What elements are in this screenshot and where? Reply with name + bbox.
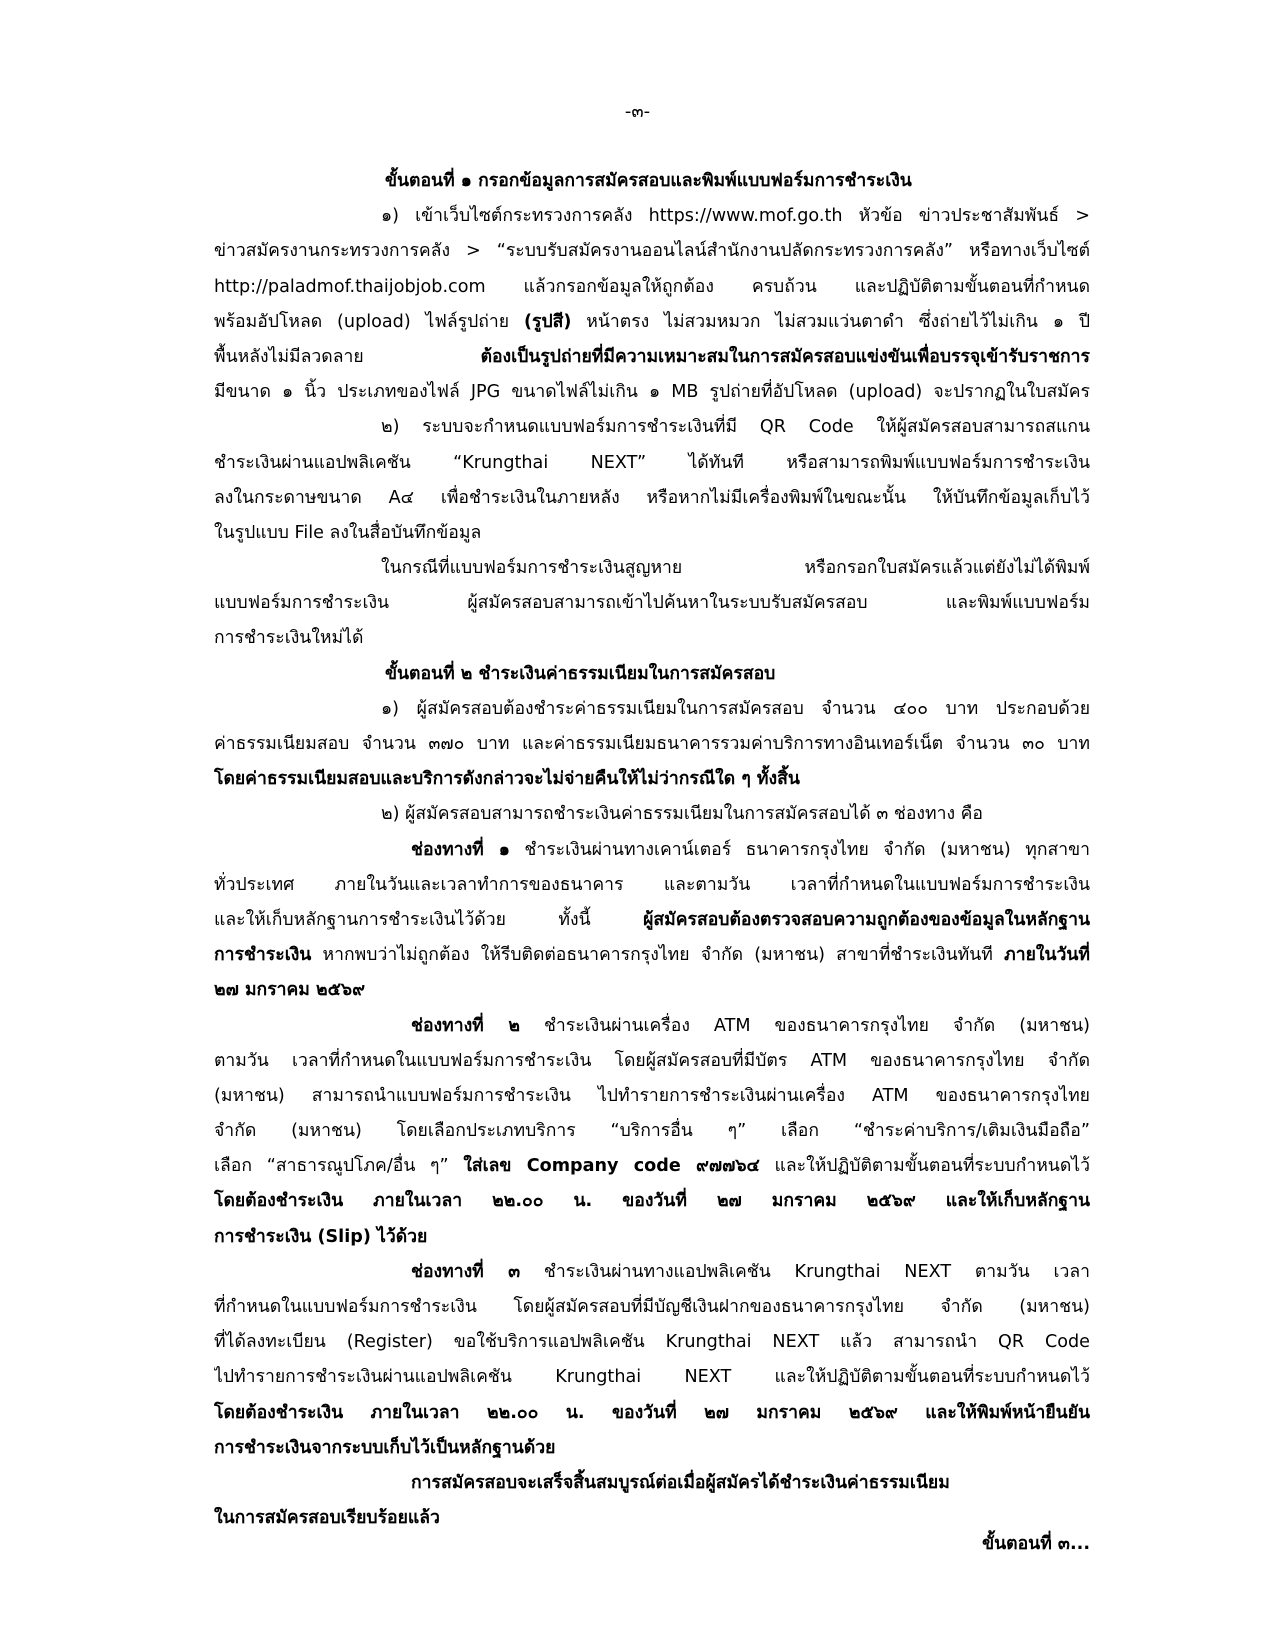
company-code: ใส่เลข Company code ๙๗๗๖๔ [463, 1156, 760, 1177]
step1-note-line2: แบบฟอร์มการชำระเงิน ผู้สมัครสอบสามารถเข้าไปค้นหาในระบบรับสมัครสอบ และพิมพ์แบบฟอร์ม [214, 593, 1090, 614]
step2-item1-line1: ๑) ผู้สมัครสอบต้องชำระค่าธรรมเนียมในการสมัครสอบ จำนวน ๔๐๐ บาท ประกอบด้วย [381, 698, 1090, 719]
bold-text: ผู้สมัครสอบต้องตรวจสอบความถูกต้องของข้อมูลในหลักฐาน [643, 909, 1090, 930]
bold-text: ต้องเป็นรูปถ่ายที่มีความเหมาะสมในการสมัครสอบแข่งขันเพื่อบรรจุเข้ารับราชการ [480, 346, 1090, 367]
step1-item2-line3: ลงในกระดาษขนาด A๔ เพื่อชำระเงินในภายหลัง หรือหากไม่มีเครื่องพิมพ์ในขณะนั้น ให้บันทึกข้อมูลเก็บไว้ [214, 487, 1090, 508]
bold-text: การชำระเงิน [214, 945, 312, 966]
channel3-line5: โดยต้องชำระเงิน ภายในเวลา ๒๒.๐๐ น. ของวันที่ ๒๗ มกราคม ๒๕๖๙ และให้พิมพ์หน้ายืนยัน [214, 1402, 1090, 1423]
step1-note-line1: ในกรณีที่แบบฟอร์มการชำระเงินสูญหาย หรือกรอกใบสมัครแล้วแต่ยังไม่ได้พิมพ์ [381, 558, 1090, 579]
step2-heading: ขั้นตอนที่ ๒ ชำระเงินค่าธรรมเนียมในการสมัครสอบ [385, 663, 776, 684]
completion-line1: การสมัครสอบจะเสร็จสิ้นสมบูรณ์ต่อเมื่อผู้สมัครได้ชำระเงินค่าธรรมเนียม [411, 1472, 950, 1493]
channel2-line5 [214, 1149, 1090, 1184]
step2-item2: ๒) ผู้สมัครสอบสามารถชำระเงินค่าธรรมเนียมในการสมัครสอบได้ ๓ ช่องทาง คือ [381, 804, 983, 825]
step1-item1-line3: http://paladmof.thaijobjob.com แล้วกรอกข้อมูลให้ถูกต้อง ครบถ้วน และปฏิบัติตามขั้นตอนที่กำหนด [214, 276, 1090, 297]
channel2-line2: ตามวัน เวลาที่กำหนดในแบบฟอร์มการชำระเงิน โดยผู้สมัครสอบที่มีบัตร ATM ของธนาคารกรุงไทย จำกัด [214, 1050, 1090, 1071]
channel1-line3 [214, 903, 1090, 938]
channel3-line6: การชำระเงินจากระบบเก็บไว้เป็นหลักฐานด้วย [214, 1437, 556, 1458]
step1-item1-line4 [214, 305, 1090, 340]
channel3-line2: ที่กำหนดในแบบฟอร์มการชำระเงิน โดยผู้สมัครสอบที่มีบัญชีเงินฝากของธนาคารกรุงไทย จำกัด (มหาชน) [214, 1297, 1090, 1317]
text: หน้าตรง ไม่สวมหมวก ไม่สวมแว่นตาดำ ซึ่งถ่ายไว้ไม่เกิน ๑ ปี [586, 311, 1090, 332]
text: พื้นหลังไม่มีลวดลาย [214, 346, 364, 367]
step1-item1-line5 [214, 340, 1090, 375]
next-step-label: ขั้นตอนที่ ๓... [982, 1534, 1090, 1554]
text: ชำระเงินผ่านเครื่อง ATM ของธนาคารกรุงไทย จำกัด (มหาชน) [543, 1015, 1090, 1036]
bold-text: ภายในวันที่ [1004, 945, 1090, 966]
channel1-line2: ทั่วประเทศ ภายในวันและเวลาทำการของธนาคาร และตามวัน เวลาที่กำหนดในแบบฟอร์มการชำระเงิน [214, 874, 1090, 895]
channel3-line3: ที่ได้ลงทะเบียน (Register) ขอใช้บริการแอปพลิเคชัน Krungthai NEXT แล้ว สามารถนำ QR Code [214, 1332, 1090, 1353]
text: ชำระเงินผ่านทางแอปพลิเคชัน Krungthai NEXT ตามวัน เวลา [543, 1261, 1090, 1282]
text: และให้ปฏิบัติตามขั้นตอนที่ระบบกำหนดไว้ [774, 1156, 1090, 1177]
channel1-label: ช่องทางที่ ๑ [411, 839, 510, 860]
document-body [214, 164, 1090, 1536]
channel2-line4: จำกัด (มหาชน) โดยเลือกประเภทบริการ “บริการอื่น ๆ” เลือก “ชำระค่าบริการ/เติมเงินมือถือ” [214, 1121, 1090, 1142]
step1-item2-line4: ในรูปแบบ File ลงในสื่อบันทึกข้อมูล [214, 522, 482, 543]
step1-heading: ขั้นตอนที่ ๑ กรอกข้อมูลการสมัครสอบและพิมพ์แบบฟอร์มการชำระเงิน [385, 171, 912, 191]
channel1-line4 [214, 938, 1090, 973]
page-number: -๓- [624, 101, 651, 122]
step1-item1-line6: มีขนาด ๑ นิ้ว ประเภทของไฟล์ JPG ขนาดไฟล์ไม่เกิน ๑ MB รูปถ่ายที่อัปโหลด (upload) จะปรากฏในใบสมัคร [214, 382, 1090, 403]
text: เลือก “สาธารณูปโภค/อื่น ๆ” [214, 1156, 449, 1177]
channel3-line1 [214, 1255, 1090, 1290]
channel3-label: ช่องทางที่ ๓ [411, 1261, 521, 1282]
bold-text: (รูปสี) [523, 311, 572, 332]
step1-item2-line1: ๒) ระบบจะกำหนดแบบฟอร์มการชำระเงินที่มี QR Code ให้ผู้สมัครสอบสามารถสแกน [381, 417, 1090, 438]
channel2-line6: โดยต้องชำระเงิน ภายในเวลา ๒๒.๐๐ น. ของวันที่ ๒๗ มกราคม ๒๕๖๙ และให้เก็บหลักฐาน [214, 1191, 1090, 1212]
channel2-line1 [214, 1009, 1090, 1044]
channel3-line4: ไปทำรายการชำระเงินผ่านแอปพลิเคชัน Krungthai NEXT และให้ปฏิบัติตามขั้นตอนที่ระบบกำหนดไว้ [214, 1367, 1090, 1388]
step1-item2-line2: ชำระเงินผ่านแอปพลิเคชัน “Krungthai NEXT” ได้ทันที หรือสามารถพิมพ์แบบฟอร์มการชำระเงิน [214, 452, 1090, 473]
channel1-line5: ๒๗ มกราคม ๒๕๖๙ [214, 980, 365, 1001]
text: พร้อมอัปโหลด (upload) ไฟล์รูปถ่าย [214, 311, 510, 332]
text: ชำระเงินผ่านทางเคาน์เตอร์ ธนาคารกรุงไทย จำกัด (มหาชน) ทุกสาขา [524, 839, 1090, 860]
channel2-line7: การชำระเงิน (Slip) ไว้ด้วย [214, 1226, 428, 1247]
text: และให้เก็บหลักฐานการชำระเงินไว้ด้วย ทั้งนี้ [214, 909, 591, 930]
step2-item1-line3: โดยค่าธรรมเนียมสอบและบริการดังกล่าวจะไม่จ่ายคืนให้ไม่ว่ากรณีใด ๆ ทั้งสิ้น [214, 769, 800, 790]
text: หากพบว่าไม่ถูกต้อง ให้รีบติดต่อธนาคารกรุงไทย จำกัด (มหาชน) สาขาที่ชำระเงินทันที [322, 945, 993, 966]
channel2-line3: (มหาชน) สามารถนำแบบฟอร์มการชำระเงิน ไปทำรายการชำระเงินผ่านเครื่อง ATM ของธนาคารกรุงไทย [214, 1085, 1090, 1106]
channel1-line1 [214, 833, 1090, 868]
step1-note-line3: การชำระเงินใหม่ได้ [214, 628, 364, 649]
channel2-label: ช่องทางที่ ๒ [411, 1015, 520, 1036]
step1-item1-line2: ข่าวสมัครงานกระทรวงการคลัง > “ระบบรับสมัครงานออนไลน์สำนักงานปลัดกระทรวงการคลัง” หรือทางเว็บไซต์ [214, 241, 1090, 262]
completion-line2: ในการสมัครสอบเรียบร้อยแล้ว [214, 1508, 440, 1529]
step2-item1-line2: ค่าธรรมเนียมสอบ จำนวน ๓๗๐ บาท และค่าธรรมเนียมธนาคารรวมค่าบริการทางอินเทอร์เน็ต จำนวน ๓๐ บาท [214, 734, 1090, 754]
step1-item1-line1: ๑) เข้าเว็บไซต์กระทรวงการคลัง https://www.mof.go.th หัวข้อ ข่าวประชาสัมพันธ์ > [381, 206, 1090, 227]
